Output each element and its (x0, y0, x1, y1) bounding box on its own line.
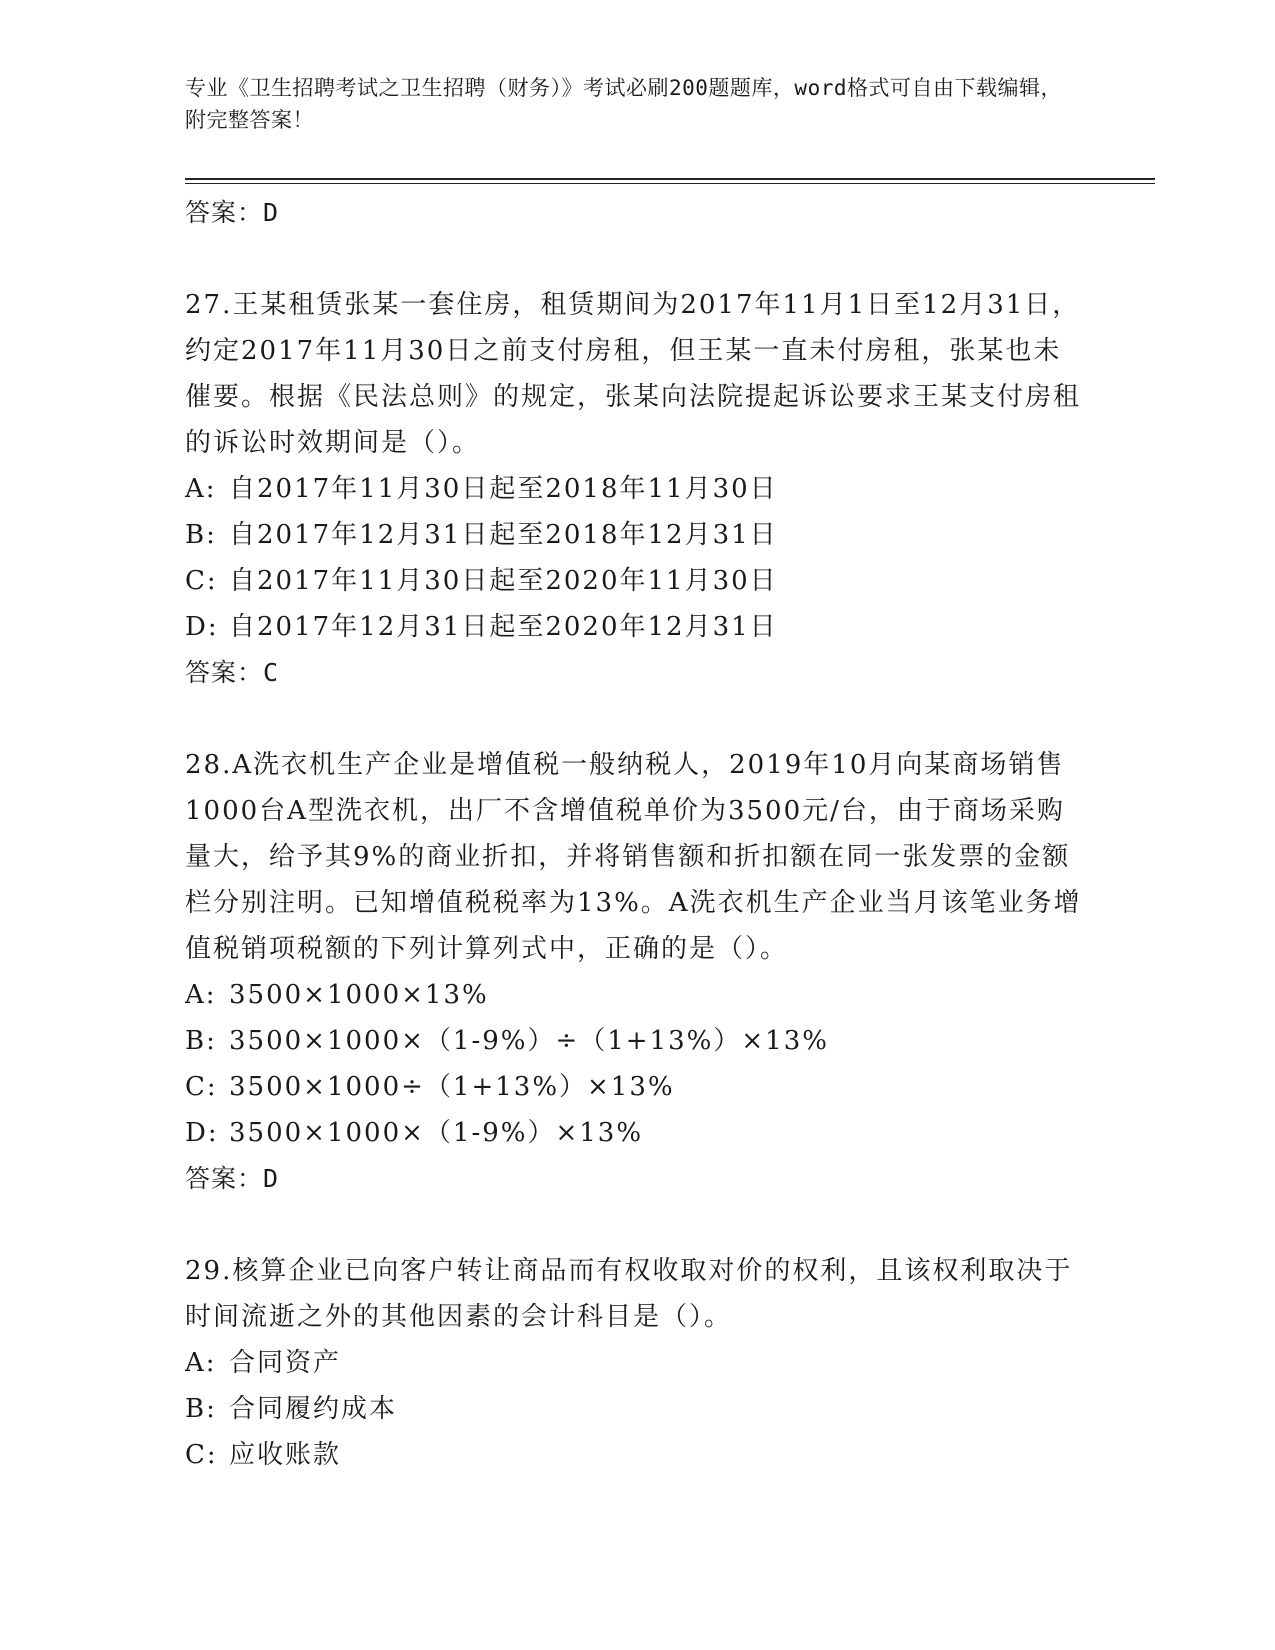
option-a (185, 1340, 1085, 1386)
question-stem: 27.王某租赁张某一套住房，租赁期间为2017年11月1日至12月31日，约定2017年11月30日之前支付房租，但王某一直未付房租，张某也未催要。根据《民法总则》的规定，张某向法院提起诉讼要求王某支付房租的诉讼时效期间是（）。 (185, 290, 1082, 458)
option-text: 合同资产 (229, 1348, 342, 1378)
option-letter: D: (185, 612, 219, 642)
option-b (185, 512, 1085, 558)
option-b (185, 1018, 1085, 1064)
spacer (185, 1202, 1085, 1248)
option-letter: C: (185, 566, 218, 596)
spacer (185, 696, 1085, 742)
option-letter: A: (185, 1348, 217, 1378)
question-28 (185, 742, 1085, 1202)
answer-line: 答案：D (185, 1164, 280, 1193)
header-divider-thick (185, 178, 1155, 180)
option-letter: C: (185, 1440, 218, 1470)
option-text: 3500×1000÷（1+13%）×13% (229, 1072, 675, 1102)
header-divider-thin (185, 183, 1155, 184)
document-header (185, 72, 1065, 136)
option-text: 3500×1000×（1-9%）÷（1+13%）×13% (229, 1026, 829, 1056)
option-text: 自2017年11月30日起至2020年11月30日 (229, 566, 778, 596)
header-text: 专业《卫生招聘考试之卫生招聘（财务）》考试必刷200题题库，word格式可自由下载编辑，附完整答案！ (185, 76, 1062, 132)
option-letter: B: (185, 1026, 217, 1056)
option-letter: B: (185, 1394, 217, 1424)
question-29 (185, 1248, 1085, 1478)
option-d (185, 604, 1085, 650)
option-a (185, 972, 1085, 1018)
option-text: 应收账款 (229, 1440, 342, 1470)
option-a (185, 466, 1085, 512)
option-c (185, 1064, 1085, 1110)
answer-line: 答案：D (185, 198, 280, 227)
option-letter: D: (185, 1118, 219, 1148)
option-letter: A: (185, 474, 217, 504)
spacer (185, 236, 1085, 282)
question-27 (185, 282, 1085, 696)
option-letter: A: (185, 980, 217, 1010)
option-d (185, 1110, 1085, 1156)
question-stem: 28.A洗衣机生产企业是增值税一般纳税人，2019年10月向某商场销售1000台A型洗衣机，出厂不含增值税单价为3500元/台，由于商场采购量大，给予其9%的商业折扣，并将销售额和折扣额在同一张发票的金额栏分别注明。已知增值税税率为13%。A洗衣机生产企业当月该笔业务增值税销项税额的下列计算列式中，正确的是（）。 (185, 750, 1082, 964)
option-c (185, 1432, 1085, 1478)
option-c (185, 558, 1085, 604)
option-text: 自2017年12月31日起至2018年12月31日 (229, 520, 778, 550)
option-text: 3500×1000×（1-9%）×13% (229, 1118, 644, 1148)
document-body (185, 190, 1085, 1478)
answer-line: 答案：C (185, 658, 280, 687)
question-stem: 29.核算企业已向客户转让商品而有权收取对价的权利，且该权利取决于时间流逝之外的其他因素的会计科目是（）。 (185, 1256, 1073, 1332)
option-text: 自2017年12月31日起至2020年12月31日 (229, 612, 778, 642)
option-letter: B: (185, 520, 217, 550)
option-text: 3500×1000×13% (229, 980, 489, 1010)
option-text: 自2017年11月30日起至2018年11月30日 (229, 474, 778, 504)
option-letter: C: (185, 1072, 218, 1102)
option-b (185, 1386, 1085, 1432)
option-text: 合同履约成本 (229, 1394, 398, 1424)
